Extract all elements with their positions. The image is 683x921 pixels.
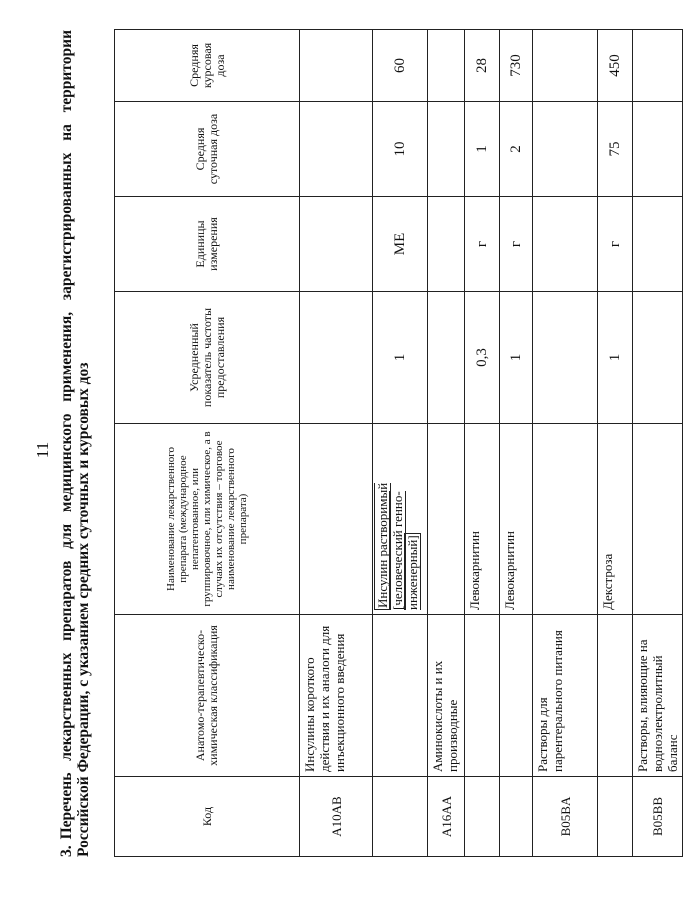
cell-code bbox=[465, 777, 500, 857]
cell-code bbox=[598, 777, 633, 857]
cell-frequency bbox=[533, 292, 598, 424]
cell-code: A16AA bbox=[428, 777, 465, 857]
cell-drug bbox=[300, 424, 373, 615]
cell-daily-dose bbox=[533, 102, 598, 197]
cell-atc bbox=[598, 615, 633, 777]
cell-course-dose bbox=[533, 30, 598, 102]
cell-frequency: 0,3 bbox=[465, 292, 500, 424]
cell-drug: Декстроза bbox=[598, 424, 633, 615]
column-header-drug-name: Наименование лекарственного препарата (международное непатентованное, или группировочное, или химическое, а в случаях их отсутствия – торговое наименование лекарственного препарата) bbox=[115, 424, 300, 615]
cell-units bbox=[633, 197, 683, 292]
cell-atc: Инсулины короткого действия и их аналоги для инъекционного введения bbox=[300, 615, 373, 777]
column-header-units: Единицы измерения bbox=[115, 197, 300, 292]
cell-daily-dose: 10 bbox=[373, 102, 428, 197]
cell-frequency: 1 bbox=[500, 292, 533, 424]
cell-atc: Растворы, влияющие на водноэлектролитный баланс bbox=[633, 615, 683, 777]
cell-daily-dose: 2 bbox=[500, 102, 533, 197]
cell-units bbox=[428, 197, 465, 292]
column-header-course-dose: Средняя курсовая доза bbox=[115, 30, 300, 102]
table-row bbox=[633, 30, 683, 857]
cell-atc bbox=[373, 615, 428, 777]
cell-atc bbox=[465, 615, 500, 777]
cell-atc bbox=[500, 615, 533, 777]
cell-daily-dose bbox=[300, 102, 373, 197]
cell-daily-dose bbox=[633, 102, 683, 197]
column-header-atc: Анатомо-терапевтическо-химическая классификация bbox=[115, 615, 300, 777]
cell-drug-text: Инсулин растворимый [человеческий генно-инженерный] bbox=[375, 482, 420, 610]
column-header-frequency: Усредненный показатель частоты предоставления bbox=[115, 292, 300, 424]
cell-frequency: 1 bbox=[373, 292, 428, 424]
cell-frequency: 1 bbox=[598, 292, 633, 424]
cell-course-dose bbox=[633, 30, 683, 102]
page-number: 11 bbox=[33, 441, 52, 459]
column-header-code: Код bbox=[115, 777, 300, 857]
drug-table bbox=[114, 29, 683, 857]
cell-daily-dose: 1 bbox=[465, 102, 500, 197]
cell-units: г bbox=[598, 197, 633, 292]
section-title: Перечень лекарственных препаратов для медицинского применения, зарегистрированных на территории Российской Федерации, с указанием средних суточных и курсовых доз bbox=[58, 30, 92, 857]
cell-units bbox=[300, 197, 373, 292]
section-number: 3. bbox=[58, 845, 75, 857]
cell-course-dose: 60 bbox=[373, 30, 428, 102]
cell-frequency bbox=[633, 292, 683, 424]
cell-course-dose bbox=[300, 30, 373, 102]
section-heading bbox=[58, 30, 115, 857]
cell-drug bbox=[373, 424, 428, 615]
cell-units: г bbox=[500, 197, 533, 292]
cell-code: A10AB bbox=[300, 777, 373, 857]
cell-atc: Растворы для парентерального питания bbox=[533, 615, 598, 777]
table-row bbox=[300, 30, 373, 857]
cell-frequency bbox=[428, 292, 465, 424]
table-row bbox=[533, 30, 598, 857]
cell-code: B05BA bbox=[533, 777, 598, 857]
cell-course-dose: 730 bbox=[500, 30, 533, 102]
cell-code bbox=[373, 777, 428, 857]
cell-drug bbox=[533, 424, 598, 615]
table-row bbox=[428, 30, 465, 857]
cell-units: МЕ bbox=[373, 197, 428, 292]
cell-atc: Аминокислоты и их производные bbox=[428, 615, 465, 777]
cell-daily-dose: 75 bbox=[598, 102, 633, 197]
table-row bbox=[500, 30, 533, 857]
cell-drug bbox=[633, 424, 683, 615]
cell-drug: Левокарнитин bbox=[465, 424, 500, 615]
table-row bbox=[465, 30, 500, 857]
table-row bbox=[373, 30, 428, 857]
cell-course-dose: 450 bbox=[598, 30, 633, 102]
cell-drug bbox=[428, 424, 465, 615]
cell-daily-dose bbox=[428, 102, 465, 197]
table-row bbox=[598, 30, 633, 857]
rotated-content bbox=[58, 30, 680, 857]
cell-code: B05BB bbox=[633, 777, 683, 857]
table-header-row bbox=[115, 30, 300, 857]
cell-units bbox=[533, 197, 598, 292]
cell-course-dose bbox=[428, 30, 465, 102]
cell-code bbox=[500, 777, 533, 857]
cell-course-dose: 28 bbox=[465, 30, 500, 102]
cell-frequency bbox=[300, 292, 373, 424]
cell-drug: Левокарнитин bbox=[500, 424, 533, 615]
cell-units: г bbox=[465, 197, 500, 292]
column-header-daily-dose: Средняя суточная доза bbox=[115, 102, 300, 197]
